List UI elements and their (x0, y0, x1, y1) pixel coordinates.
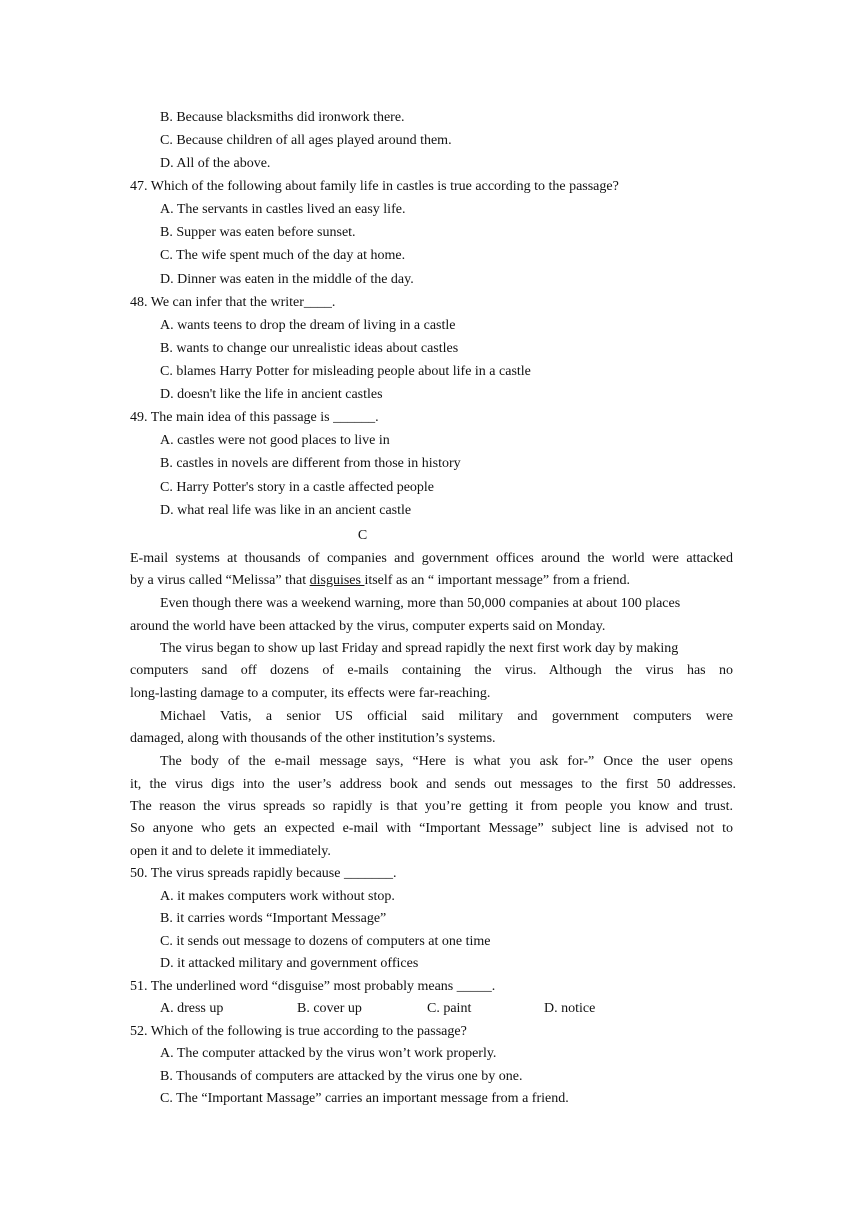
passage-p1-line1: E-mail systems at thousands of companies and government offices around the world were attacked (130, 551, 733, 566)
q47-option-c: C. The wife spent much of the day at home. (160, 248, 406, 263)
q48-option-d: D. doesn't like the life in ancient castles (160, 387, 383, 402)
q48-option-a: A. wants teens to drop the dream of living in a castle (160, 318, 456, 333)
q47-option-b: B. Supper was eaten before sunset. (160, 225, 356, 240)
q50-option-b: B. it carries words “Important Message” (160, 911, 387, 926)
q46-option-b: B. Because blacksmiths did ironwork there. (160, 110, 405, 125)
passage-p5-line4: So anyone who gets an expected e-mail with “Important Message” subject line is advised not to (130, 821, 733, 836)
q50-option-c: C. it sends out message to dozens of computers at one time (160, 934, 491, 949)
q51-option-c: C. paint (427, 1001, 472, 1016)
passage-p2-line1: Even though there was a weekend warning, more than 50,000 companies at about 100 places (160, 596, 681, 611)
passage-p3-line3: long-lasting damage to a computer, its effects were far-reaching. (130, 686, 491, 701)
passage-text: by a virus called “Melissa” that (130, 573, 310, 588)
q50-option-a: A. it makes computers work without stop. (160, 889, 395, 904)
q52-option-b: B. Thousands of computers are attacked by the virus one by one. (160, 1069, 523, 1084)
underlined-word: disguises (309, 573, 365, 588)
q48-stem: 48. We can infer that the writer____. (130, 295, 336, 310)
q47-option-a: A. The servants in castles lived an easy life. (160, 202, 406, 217)
q47-option-d: D. Dinner was eaten in the middle of the day. (160, 272, 414, 287)
q51-option-d: D. notice (544, 1001, 596, 1016)
q52-stem: 52. Which of the following is true according to the passage? (130, 1024, 467, 1039)
passage-p1-line2 (130, 572, 630, 590)
q52-option-a: A. The computer attacked by the virus won’t work properly. (160, 1046, 497, 1061)
passage-p3-line2: computers sand off dozens of e-mails containing the virus. Although the virus has no (130, 663, 733, 678)
q49-option-b: B. castles in novels are different from those in history (160, 456, 461, 471)
passage-p2-line2: around the world have been attacked by the virus, computer experts said on Monday. (130, 619, 606, 634)
q48-option-c: C. blames Harry Potter for misleading people about life in a castle (160, 364, 531, 379)
passage-p5-line5: open it and to delete it immediately. (130, 844, 331, 859)
passage-heading: C (357, 528, 368, 543)
q48-option-b: B. wants to change our unrealistic ideas about castles (160, 341, 459, 356)
q49-option-d: D. what real life was like in an ancient castle (160, 503, 412, 518)
q46-option-c: C. Because children of all ages played around them. (160, 133, 452, 148)
q49-option-c: C. Harry Potter's story in a castle affected people (160, 480, 435, 495)
q51-stem: 51. The underlined word “disguise” most probably means _____. (130, 979, 496, 994)
passage-p4-line1: Michael Vatis, a senior US official said military and government computers were (160, 709, 733, 724)
q47-stem: 47. Which of the following about family life in castles is true according to the passage? (130, 179, 619, 194)
q50-stem: 50. The virus spreads rapidly because _______. (130, 866, 397, 881)
q49-stem: 49. The main idea of this passage is ______. (130, 410, 379, 425)
passage-p5-line1: The body of the e-mail message says, “Here is what you ask for-” Once the user opens (160, 754, 733, 769)
q46-option-d: D. All of the above. (160, 156, 271, 171)
passage-text: itself as an “ important message” from a friend. (364, 573, 630, 588)
q51-option-a: A. dress up (160, 1001, 224, 1016)
q50-option-d: D. it attacked military and government offices (160, 956, 419, 971)
passage-p5-line3: The reason the virus spreads so rapidly is that you’re getting it from people you know and trust. (130, 799, 733, 814)
q51-option-b: B. cover up (297, 1001, 362, 1016)
passage-p4-line2: damaged, along with thousands of the other institution’s systems. (130, 731, 496, 746)
q49-option-a: A. castles were not good places to live in (160, 433, 390, 448)
passage-p5-line2: it, the virus digs into the user’s address book and sends out messages to the first 50 addresses. (130, 777, 736, 792)
passage-p3-line1: The virus began to show up last Friday and spread rapidly the next first work day by making (160, 641, 679, 656)
q52-option-c: C. The “Important Massage” carries an important message from a friend. (160, 1091, 569, 1106)
